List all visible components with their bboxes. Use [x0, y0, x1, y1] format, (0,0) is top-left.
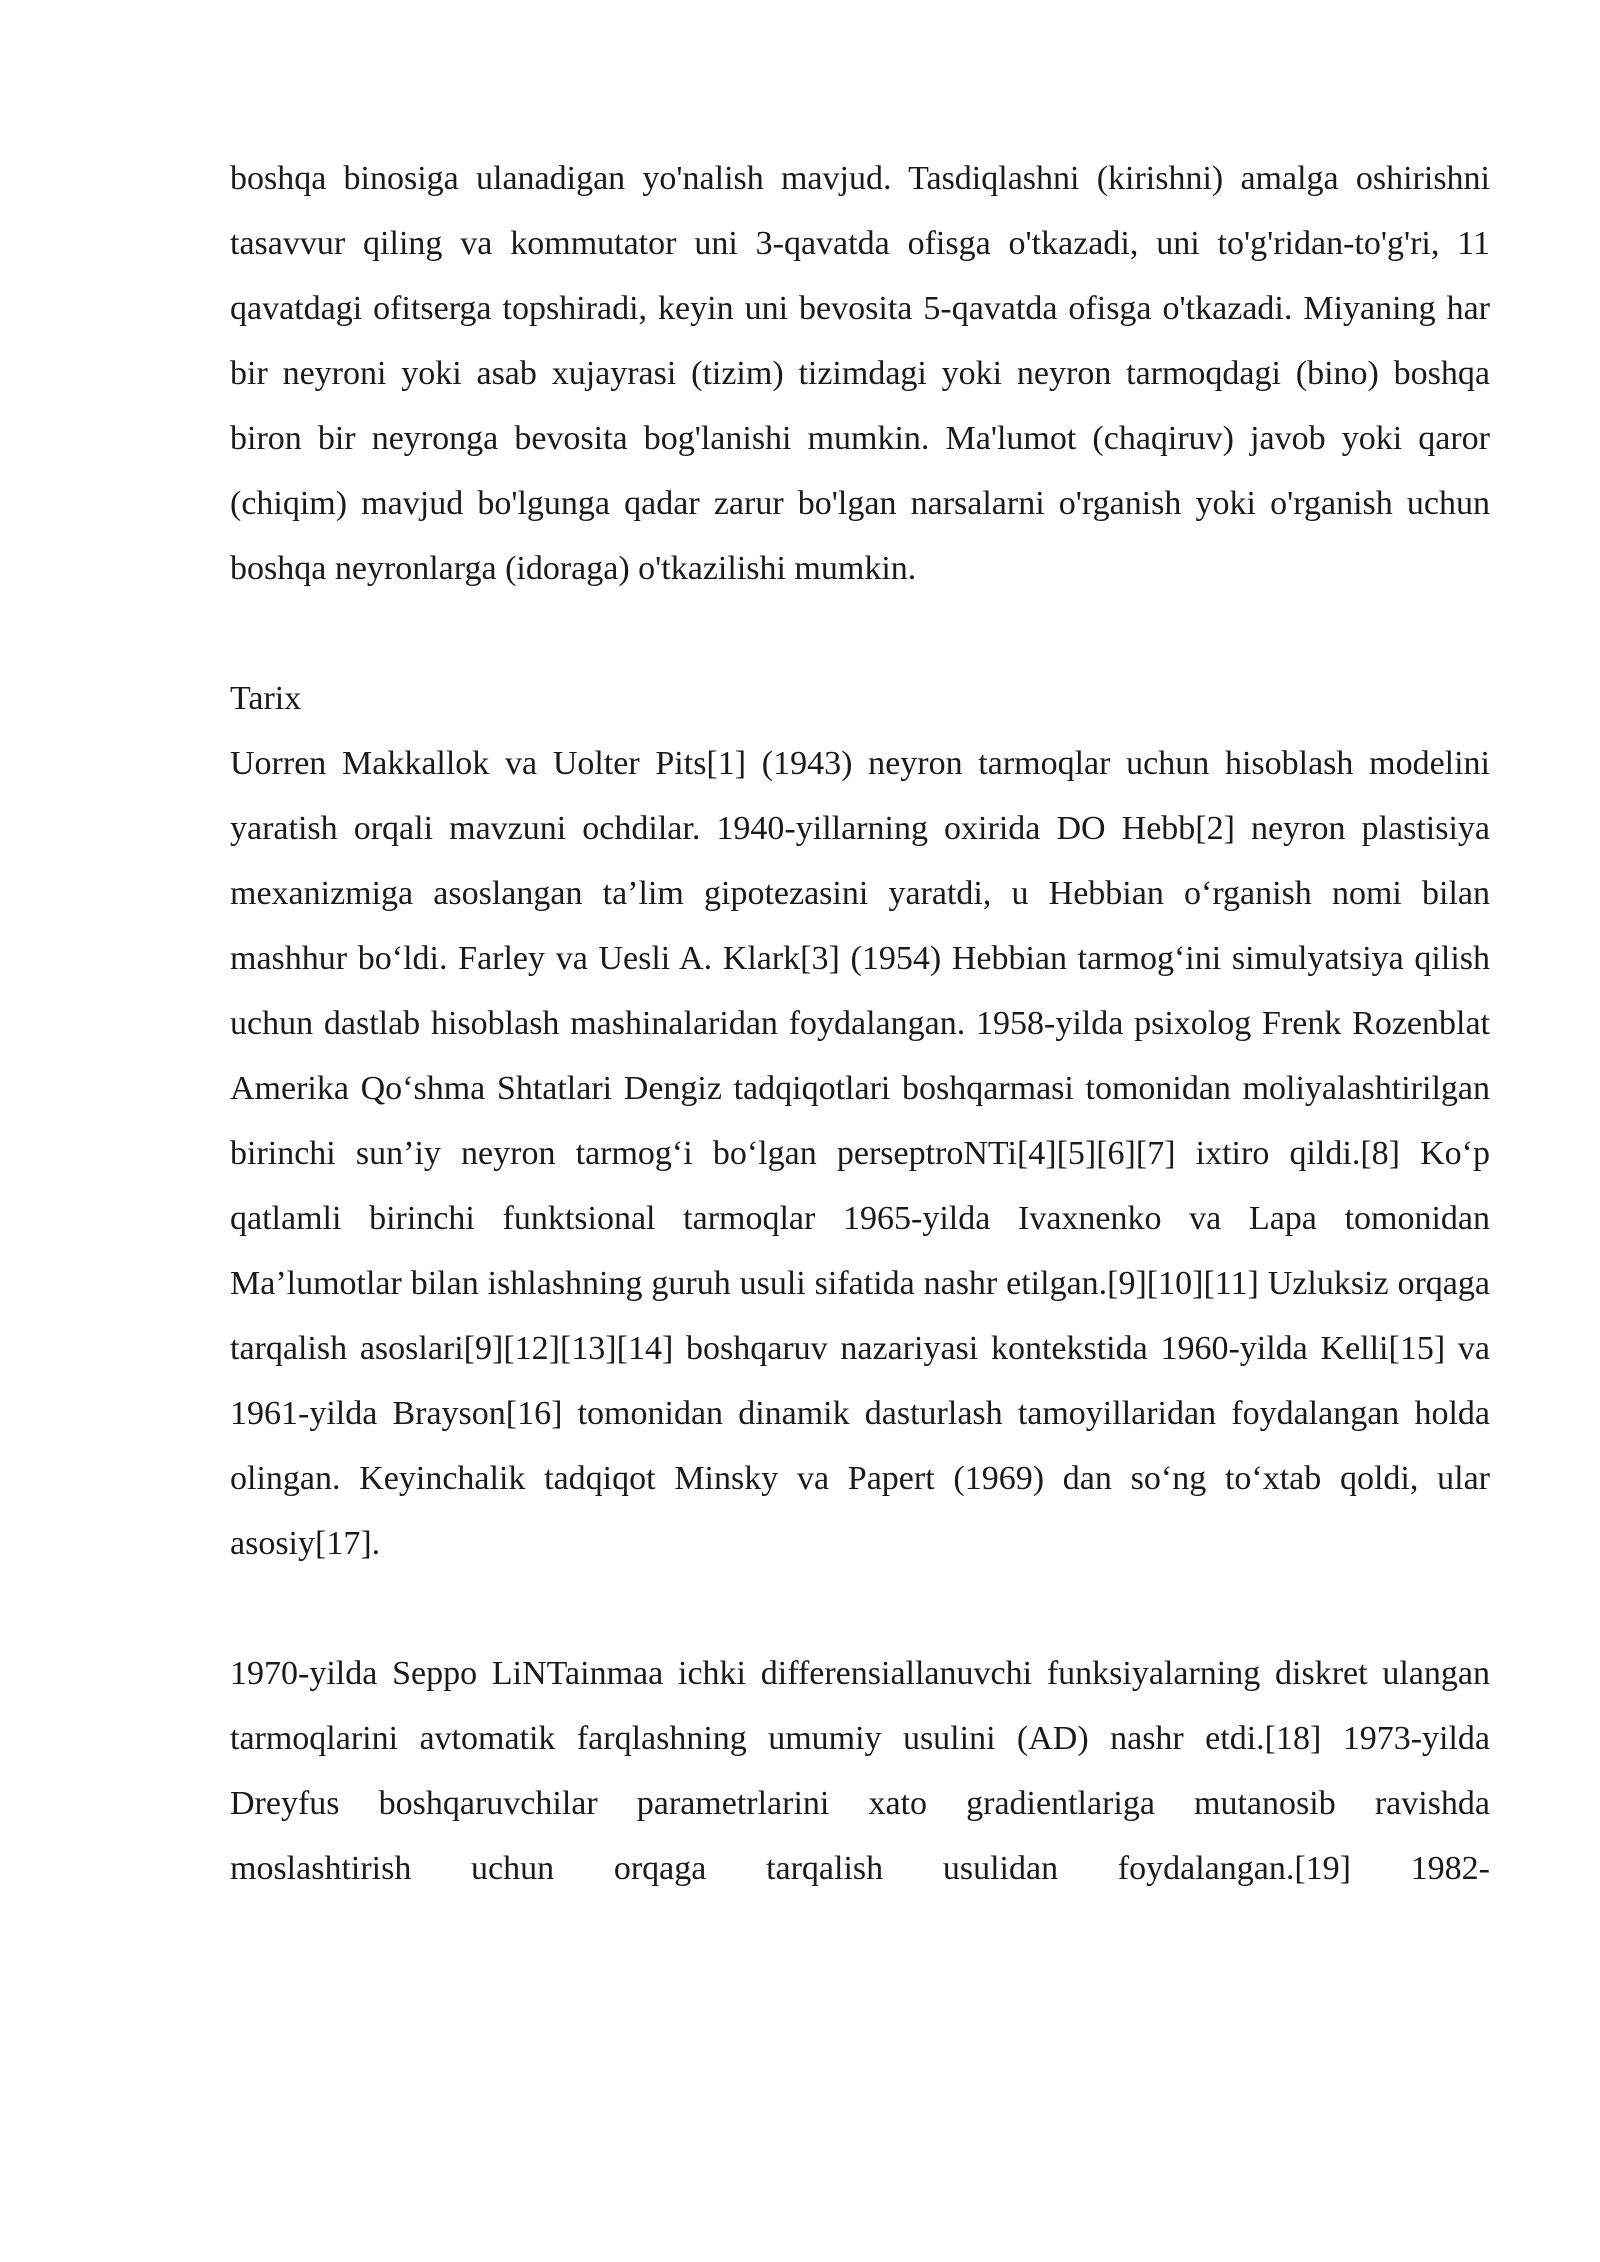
section-heading: Tarix: [230, 680, 302, 717]
paragraph-spacer: [230, 601, 1490, 666]
document-body: [230, 146, 1490, 1901]
body-paragraph-3: 1970-yilda Seppo LiNTainmaa ichki differensiallanuvchi funksiyalarning diskret ulangan tarmoqlarini avtomatik farqlashning umumiy usulini (AD) nashr etdi.[18] 1973-yilda Dreyfus boshqaruvchilar parametrlarini xato gradientlariga mutanosib ravishda moslashtirish uchun orqaga tarqalish usulidan foydalangan.[19] 1982-: [230, 1655, 1490, 1887]
body-paragraph-2: Uorren Makkallok va Uolter Pits[1] (1943) neyron tarmoqlar uchun hisoblash modelini yaratish orqali mavzuni ochdilar. 1940-yillarning oxirida DO Hebb[2] neyron plastisiya mexanizmiga asoslangan ta’lim gipotezasini yaratdi, u Hebbian o‘rganish nomi bilan mashhur bo‘ldi. Farley va Uesli A. Klark[3] (1954) Hebbian tarmog‘ini simulyatsiya qilish uchun dastlab hisoblash mashinalaridan foydalangan. 1958-yilda psixolog Frenk Rozenblat Amerika Qo‘shma Shtatlari Dengiz tadqiqotlari boshqarmasi tomonidan moliyalashtirilgan birinchi sun’iy neyron tarmog‘i bo‘lgan perseptroNTi[4][5][6][7] ixtiro qildi.[8] Ko‘p qatlamli birinchi funktsional tarmoqlar 1965-yilda Ivaxnenko va Lapa tomonidan Ma’lumotlar bilan ishlashning guruh usuli sifatida nashr etilgan.[9][10][11] Uzluksiz orqaga tarqalish asoslari[9][12][13][14] boshqaruv nazariyasi kontekstida 1960-yilda Kelli[15] va 1961-yilda Brayson[16] tomonidan dinamik dasturlash tamoyillaridan foydalangan holda olingan. Keyinchalik tadqiqot Minsky va Papert (1969) dan so‘ng to‘xtab qoldi, ular asosiy[17].: [230, 745, 1490, 1562]
paragraph-spacer: [230, 1576, 1490, 1641]
body-paragraph-1: boshqa binosiga ulanadigan yo'nalish mavjud. Tasdiqlashni (kirishni) amalga oshirishni tasavvur qiling va kommutator uni 3-qavatda ofisga o'tkazadi, uni to'g'ridan-to'g'ri, 11 qavatdagi ofitserga topshiradi, keyin uni bevosita 5-qavatda ofisga o'tkazadi. Miyaning har bir neyroni yoki asab xujayrasi (tizim) tizimdagi yoki neyron tarmoqdagi (bino) boshqa biron bir neyronga bevosita bog'lanishi mumkin. Ma'lumot (chaqiruv) javob yoki qaror (chiqim) mavjud bo'lgunga qadar zarur bo'lgan narsalarni o'rganish yoki o'rganish uchun boshqa neyronlarga (idoraga) o'tkazilishi mumkin.: [230, 160, 1490, 587]
